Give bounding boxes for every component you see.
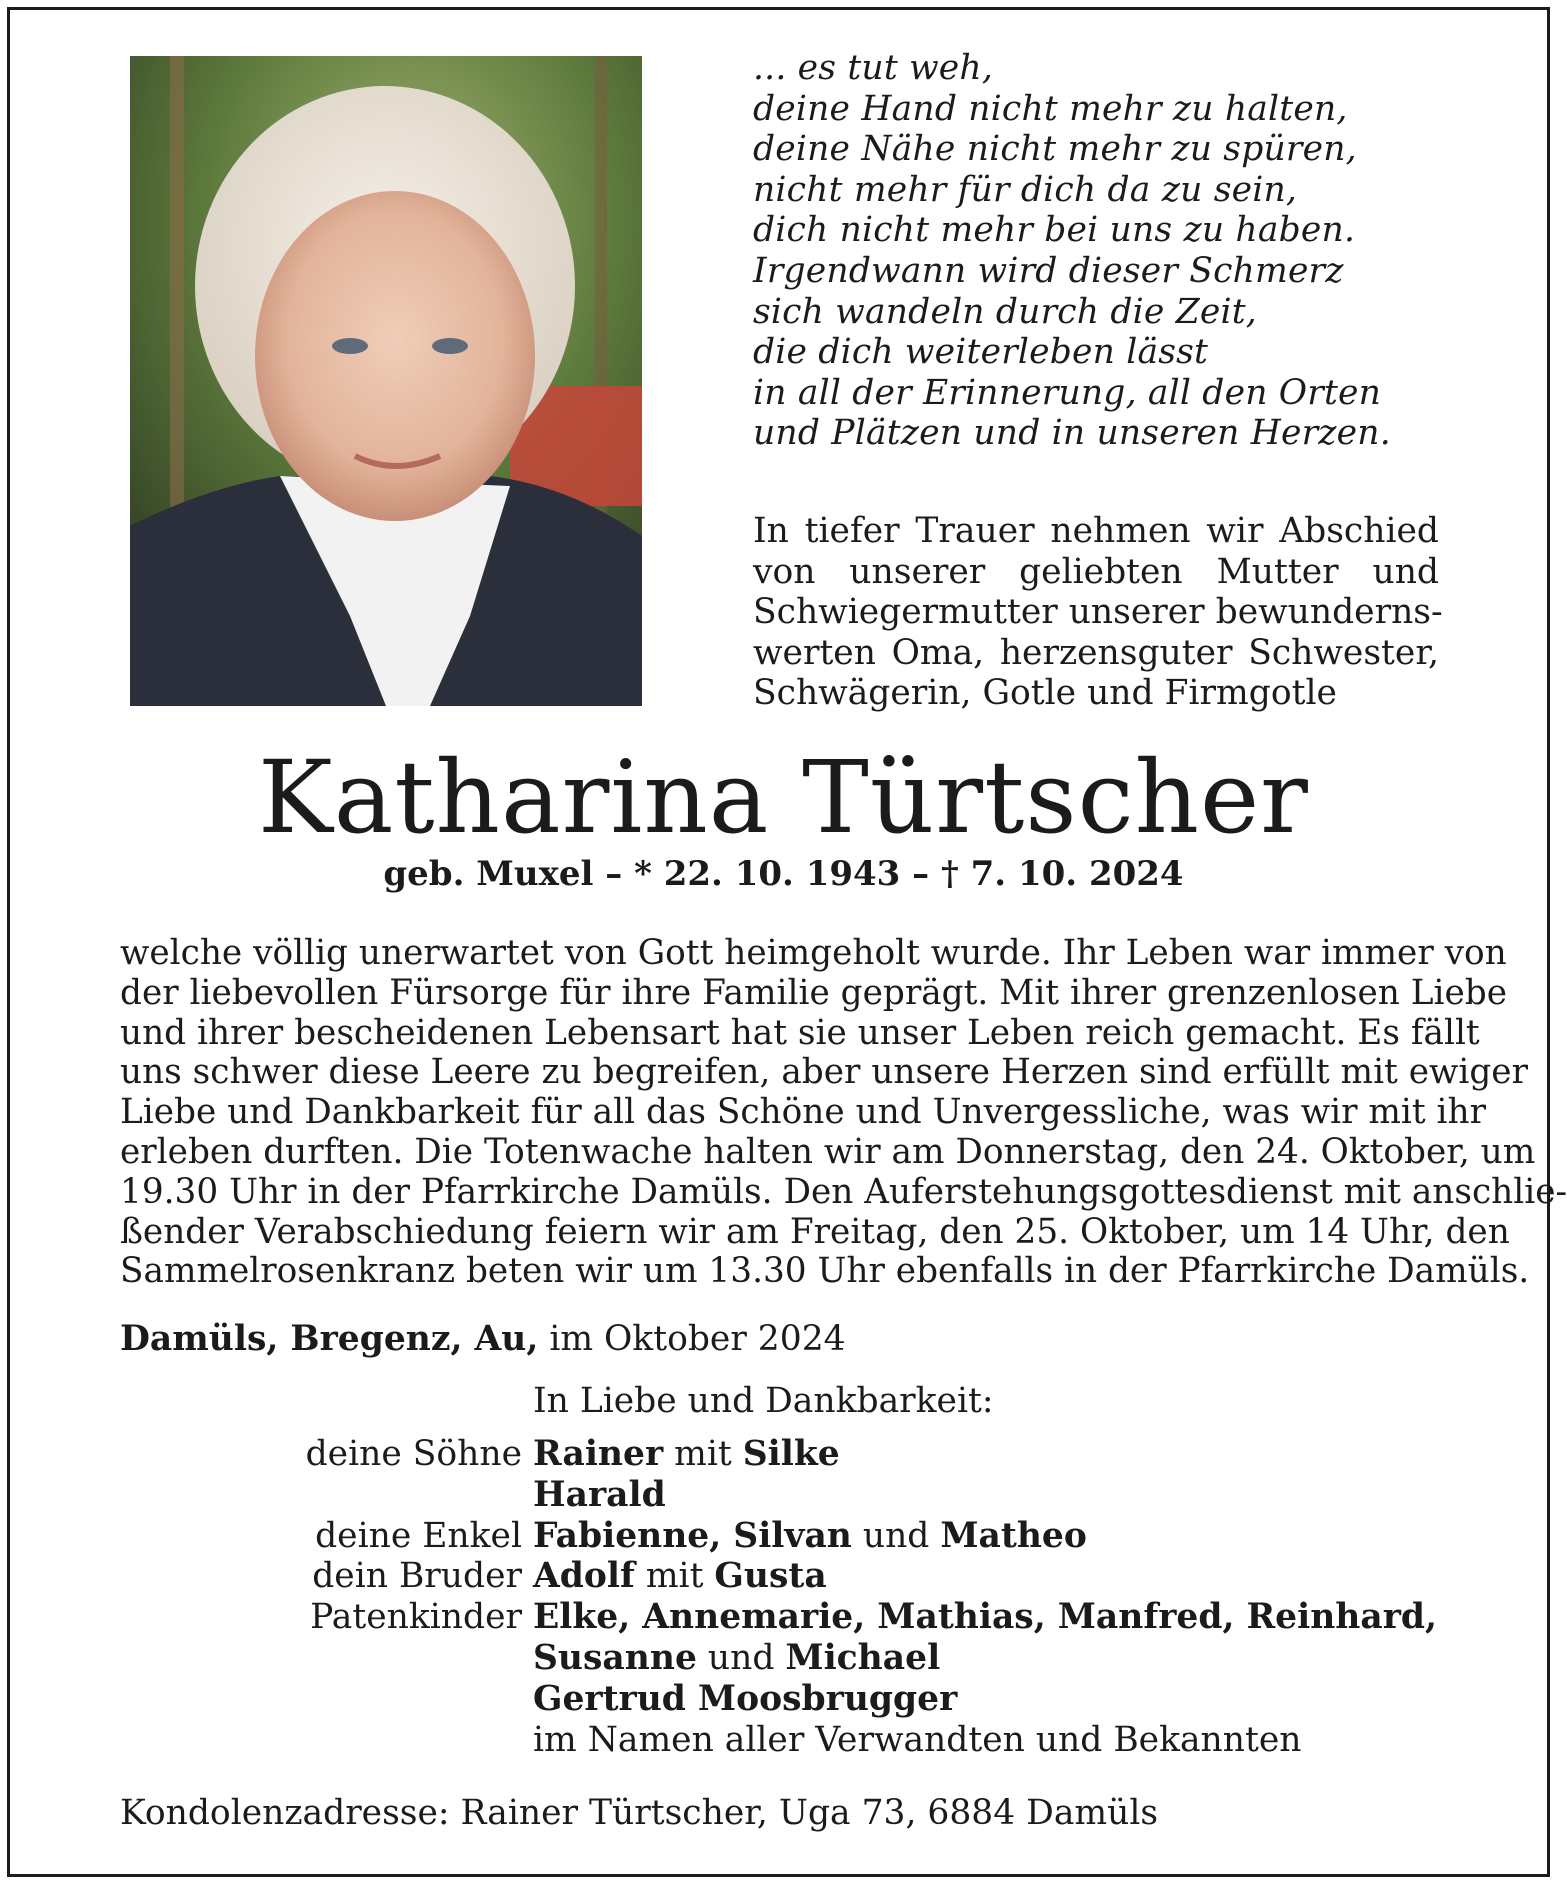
intro-line: von unserer geliebten Mutter und [753,551,1439,592]
family-name: Michael [785,1637,941,1678]
family-name: Silke [742,1434,840,1474]
poem-line: und Plätzen und in unseren Herzen. [753,413,1391,454]
family-name: Gusta [714,1556,827,1597]
family-row-grandchildren [240,1516,1460,1557]
family-name: Harald [533,1474,666,1515]
body-line: Liebe und Dankbarkeit für all das Schöne und Unvergessliche, was wir mit ihr [120,1092,1487,1133]
body-line: 19.30 Uhr in der Pfarrkirche Damüls. Den Auferstehungsgottesdienst mit anschlie- [120,1171,1567,1212]
family-name: Susanne [533,1637,697,1678]
family-label: deine Enkel [315,1515,522,1556]
closing-phrase: In Liebe und Dankbarkeit: [533,1381,994,1421]
family-row-sons [240,1434,1460,1475]
family-name: Rainer [533,1434,664,1474]
family-connector: mit [645,1556,704,1597]
family-name: Elke, Annemarie, Mathias, Manfred, Reinhard, [533,1597,1438,1638]
family-connector: und [862,1515,930,1556]
family-row-son2 [240,1475,1460,1516]
poem-line: in all der Erinnerung, all den Orten [753,372,1382,413]
family-name: Fabienne, Silvan [533,1515,852,1556]
body-line: und ihrer bescheidenen Lebensart hat sie unser Leben reich gemacht. Es fällt [120,1012,1480,1053]
poem-line: Irgendwann wird dieser Schmerz [753,250,1344,291]
family-list [240,1434,1460,1760]
intro-line: werten Oma, herzensguter Schwester, [753,632,1439,673]
deceased-name: Katharina Türtscher [258,739,1309,856]
family-row-godchildren [240,1597,1460,1638]
deceased-details: geb. Muxel – * 22. 10. 1943 – † 7. 10. 2024 [383,854,1184,894]
main-text [120,933,1567,1292]
family-label: Patenkinder [310,1597,522,1638]
body-line: Sammelrosenkranz beten wir um 13.30 Uhr ebenfalls in der Pfarrkirche Damüls. [120,1251,1530,1292]
family-name: Gertrud Moosbrugger [533,1678,958,1719]
poem [753,48,1453,454]
intro-line: In tiefer Trauer nehmen wir Abschied [753,511,1439,551]
portrait-photo [130,56,642,706]
poem-line: nicht mehr für dich da zu sein, [753,169,1298,210]
family-row-others [240,1720,1460,1761]
family-label: dein Bruder [312,1556,522,1597]
poem-line: deine Hand nicht mehr zu halten, [753,88,1348,129]
family-others: im Namen aller Verwandten und Bekannten [533,1719,1302,1760]
poem-line: dich nicht mehr bei uns zu haben. [753,210,1356,251]
place-month: im Oktober 2024 [549,1319,846,1359]
poem-line: deine Nähe nicht mehr zu spüren, [753,129,1357,170]
body-line: erleben durften. Die Totenwache halten wir am Donnerstag, den 24. Oktober, um [120,1131,1536,1172]
condolence-address: Kondolenzadresse: Rainer Türtscher, Uga 73, 6884 Damüls [120,1793,1159,1833]
place-date [120,1318,846,1360]
poem-line: sich wandeln durch die Zeit, [753,291,1257,332]
family-row-godchildren-2 [240,1638,1460,1679]
family-row-extra [240,1679,1460,1720]
family-row-brother [240,1556,1460,1597]
poem-line: ... es tut weh, [753,48,994,88]
body-line: ßender Verabschiedung feiern wir am Freitag, den 25. Oktober, um 14 Uhr, den [120,1211,1510,1252]
family-label: deine Söhne [305,1434,522,1474]
place-towns: Damüls, Bregenz, Au, [120,1319,539,1359]
body-line: welche völlig unerwartet von Gott heimgeholt wurde. Ihr Leben war immer von [120,933,1507,973]
body-line: uns schwer diese Leere zu begreifen, aber unsere Herzen sind erfüllt mit ewiger [120,1052,1528,1093]
family-name: Adolf [533,1556,635,1597]
family-connector: mit [674,1434,732,1474]
poem-line: die dich weiterleben lässt [753,332,1209,373]
intro-line: Schwägerin, Gotle und Firmgotle [753,673,1337,713]
family-connector: und [707,1637,775,1678]
intro-line: Schwiegermutter unserer bewunderns- [753,592,1443,632]
body-line: der liebevollen Fürsorge für ihre Familie geprägt. Mit ihrer grenzenlosen Liebe [120,972,1508,1013]
intro-text [753,511,1443,714]
family-name: Matheo [940,1515,1087,1556]
